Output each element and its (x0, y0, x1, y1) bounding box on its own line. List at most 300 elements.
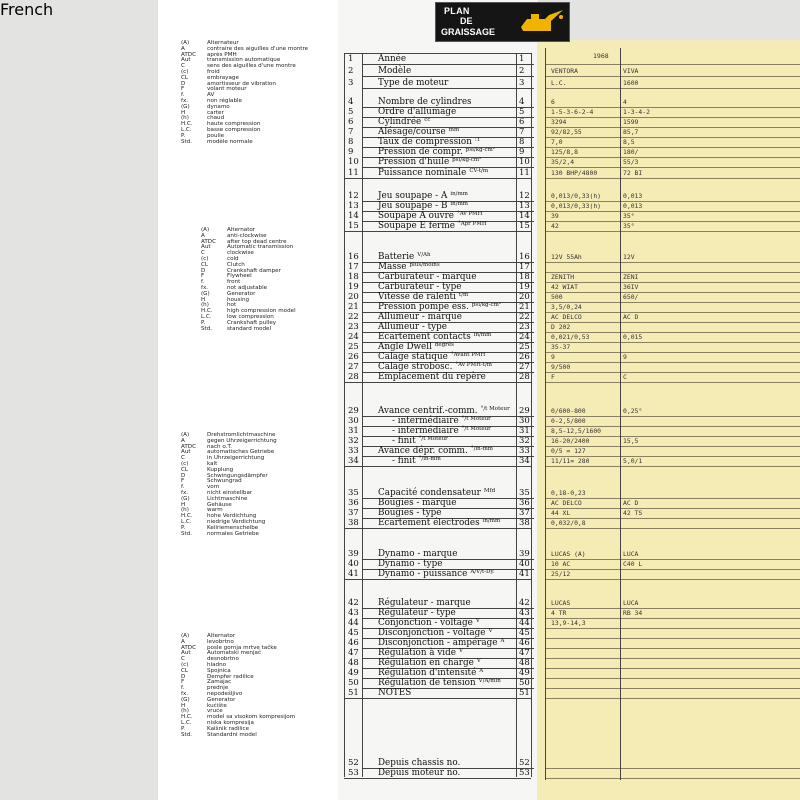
row-label (378, 322, 447, 332)
legend-code: (G) (201, 290, 210, 297)
row-number: 6 (348, 117, 354, 127)
legend-code: (c) (181, 460, 189, 467)
row-number: 13 (348, 201, 359, 211)
row-unit: in/mm (473, 332, 492, 338)
legend-description: volant moteur (207, 86, 247, 93)
row-number: 5 (348, 107, 354, 117)
row-label-text: - intermédiaire (392, 416, 459, 426)
row-unit: V/Ah (417, 252, 431, 258)
legend-code: P. (181, 725, 186, 732)
value-ventora: 10 AC (551, 560, 571, 568)
row-number-right: 11 (519, 168, 530, 178)
row-unit: mm (448, 127, 460, 133)
row-label (378, 282, 461, 292)
value-ventora: 0/600-800 (551, 407, 586, 415)
legend-code: L.C. (201, 313, 212, 320)
row-unit: °Av PMH (457, 211, 483, 217)
value-viva: 9 (623, 353, 627, 361)
row-number: 27 (348, 362, 359, 372)
row-number-right: 26 (519, 352, 530, 362)
legend-code: Std. (181, 731, 193, 738)
logo-line3: GRAISSAGE (441, 27, 496, 37)
value-viva: 35° (623, 222, 635, 230)
legend-code: P. (201, 319, 206, 326)
row-number-right: 51 (519, 688, 530, 698)
row-label (392, 416, 491, 426)
legend-code: f. (201, 279, 205, 286)
legend-description: non réglable (207, 97, 242, 104)
legend-description: standard model (227, 325, 272, 332)
value-ventora: 9 (551, 353, 555, 361)
row-label-text: Avance centrif.-comm. (378, 406, 478, 416)
row-unit: Mfd (483, 488, 496, 494)
value-ventora: 44 XL (551, 509, 571, 517)
row-label-text: Modèle (378, 66, 412, 76)
data-row-divider (545, 76, 800, 77)
legend-entry (201, 327, 296, 333)
legend-description: vruće (207, 708, 223, 715)
data-row-divider (545, 282, 800, 283)
value-ventora: LUCAS (551, 599, 571, 607)
row-number: 34 (348, 456, 359, 466)
data-row-divider (545, 778, 800, 779)
row-label (378, 688, 411, 698)
value-viva: 0,013 (623, 202, 643, 210)
value-ventora: 0,032/0,8 (551, 519, 586, 527)
row-number-right: 6 (519, 117, 525, 127)
row-number-right: 48 (519, 658, 530, 668)
value-viva: 8,5 (623, 138, 635, 146)
data-row-divider (545, 221, 800, 222)
row-label (378, 608, 456, 618)
legend-description: Lichtmaschine (207, 495, 248, 502)
row-unit: °/t Moteur (461, 426, 491, 432)
legend-code: C (181, 656, 185, 663)
row-label (378, 508, 442, 518)
row-number-right: 1 (519, 54, 525, 64)
row-label-text: Calage strobosc. (378, 362, 453, 372)
row-number-right: 14 (519, 211, 530, 221)
data-col-divider (620, 48, 621, 780)
value-viva: AC D (623, 499, 639, 507)
value-ventora: 9/500 (551, 363, 571, 371)
value-ventora: VENTORA (551, 67, 578, 75)
row-number-right: 2 (519, 66, 525, 76)
row-number-right: 16 (519, 252, 530, 262)
legend-description: contraire des aiguilles d'une montre (207, 45, 309, 52)
row-label (378, 648, 463, 658)
value-ventora: 39 (551, 212, 559, 220)
row-label-text: Jeu soupape - B (378, 201, 448, 211)
value-viva: 0,015 (623, 333, 643, 341)
row-number: 21 (348, 302, 359, 312)
row-label-text: Calage statique (378, 352, 448, 362)
row-label-text: Jeu soupape - A (378, 191, 448, 201)
legend-description: chaud (207, 115, 225, 122)
value-ventora: D 202 (551, 323, 571, 331)
row-number-right: 15 (519, 221, 530, 231)
row-number: 40 (348, 559, 359, 569)
legend-code: (A) (181, 633, 190, 639)
value-viva: 72 BI (623, 169, 643, 177)
value-viva: 1599 (623, 118, 639, 126)
legend-code: ATDC (201, 238, 217, 245)
row-number-right: 41 (519, 569, 530, 579)
table-left-border (344, 53, 345, 777)
legend-code: (h) (201, 302, 209, 309)
legend-description: in Uhrzeigerrichtung (207, 455, 265, 462)
value-viva: 1600 (623, 79, 639, 87)
legend-description: automatisches Getriebe (207, 449, 275, 456)
row-label-text: NOTES (378, 688, 412, 698)
data-row-divider (545, 569, 800, 570)
row-unit: °/in-mm (470, 446, 494, 452)
row-label (378, 488, 495, 498)
legend-code: CL (181, 466, 189, 473)
row-label-text: Disconjonction - ampérage (378, 638, 498, 648)
legend-description: gegen Uhrzeigerrichtung (207, 437, 277, 444)
row-label-text: Depuis chassis no. (378, 758, 461, 768)
row-label-text: Disconjonction - voltage (378, 628, 486, 638)
row-label (378, 147, 495, 157)
row-number: 22 (348, 312, 359, 322)
value-viva: C40 L (623, 560, 643, 568)
legend-description: basse compression (207, 126, 261, 133)
row-unit: °Av PMH-t/m (455, 362, 493, 368)
row-number-right: 36 (519, 498, 530, 508)
legend-description: front (227, 279, 241, 286)
row-number: 42 (348, 598, 359, 608)
row-label-text: Ordre d'allumage (378, 107, 457, 117)
row-unit: A (479, 668, 484, 674)
row-label-text: Carburateur - marque (378, 272, 477, 282)
legend-code: D (181, 673, 186, 680)
value-viva: 4 (623, 98, 627, 106)
row-divider (362, 456, 534, 457)
row-label-text: Allumeur - marque (378, 312, 462, 322)
legend-description: desnobrtno (207, 656, 239, 663)
row-label-text: - intermédiaire (392, 426, 459, 436)
value-viva: 35° (623, 212, 635, 220)
row-unit: V (476, 658, 481, 664)
legend-description: Flywheel (227, 273, 252, 280)
legend-description: froid (207, 68, 220, 75)
row-label-text: Année (378, 54, 407, 64)
row-number-right: 12 (519, 191, 530, 201)
row-label-text: Carburateur - type (378, 282, 462, 292)
row-label (378, 618, 480, 628)
legend-description: hladno (207, 661, 227, 668)
row-unit: in/mm (450, 191, 468, 197)
data-row-divider (545, 579, 800, 580)
legend-code: A (181, 437, 185, 444)
value-ventora: 6 (551, 98, 555, 106)
row-number-right: 30 (519, 416, 530, 426)
row-label-text: Régulation de tension (378, 678, 476, 688)
row-label (392, 456, 441, 466)
legend-description: housing (227, 296, 250, 303)
legend-description: not adjustable (227, 284, 268, 291)
legend-description: model sa visokom kompresijom (207, 714, 296, 721)
row-unit: °Apr PMH (457, 221, 487, 227)
legend-code: (c) (201, 255, 209, 262)
row-number: 10 (348, 157, 359, 167)
row-divider (362, 88, 534, 89)
row-label-text: Dynamo - marque (378, 549, 458, 559)
legend-code: (c) (181, 68, 189, 75)
legend-description: Kupplung (207, 466, 234, 473)
value-viva: 55/3 (623, 158, 639, 166)
row-number-right: 39 (519, 549, 530, 559)
legend-description: nepodešljivo (207, 690, 243, 697)
legend-code: D (201, 267, 206, 274)
row-number: 11 (348, 168, 359, 178)
legend-code: Aut (181, 650, 191, 657)
data-row-divider (545, 768, 800, 769)
row-label-text: Taux de compression (378, 137, 472, 147)
value-ventora: 35/2,4 (551, 158, 575, 166)
value-viva: 85,7 (623, 128, 639, 136)
row-unit: V (488, 628, 493, 634)
row-label (378, 638, 504, 648)
row-number: 4 (348, 97, 354, 107)
row-number-right: 20 (519, 292, 530, 302)
row-unit: A/V/t-Dy. (470, 569, 495, 575)
row-number: 43 (348, 608, 359, 618)
row-number-right: 8 (519, 137, 525, 147)
value-viva: LUCA (623, 599, 639, 607)
value-ventora: 3,5/0,24 (551, 303, 582, 311)
legend-code: Aut (181, 449, 191, 456)
row-number-right: 24 (519, 332, 530, 342)
row-label (378, 272, 476, 282)
row-number-right: 46 (519, 638, 530, 648)
legend-description: Generator (227, 290, 256, 297)
row-label (378, 127, 459, 137)
row-label (378, 559, 442, 569)
legend-croatian (181, 634, 295, 738)
row-label-text: Allumeur - type (378, 322, 447, 332)
value-viva: 180/ (623, 148, 639, 156)
row-number-right: 23 (519, 322, 530, 332)
value-ventora: 0-2,5/800 (551, 417, 586, 425)
row-number: 52 (348, 758, 359, 768)
row-label (378, 768, 460, 778)
legend-description: Schwingungsdämpfer (207, 472, 268, 479)
row-label (392, 426, 491, 436)
legend-description: Generator (207, 696, 236, 703)
row-number: 24 (348, 332, 359, 342)
row-unit: °/t Moteur (418, 436, 448, 442)
data-row-divider (545, 88, 800, 89)
row-label-text: Bougies - marque (378, 498, 457, 508)
row-label (378, 678, 501, 688)
row-label (378, 211, 482, 221)
legend-description: nach o.T. (207, 443, 233, 450)
legend-code: (A) (201, 227, 210, 233)
row-label-text: Bougies - type (378, 508, 442, 518)
row-label-text: Avance dépr. comm. (378, 446, 468, 456)
legend-code: A (181, 45, 185, 52)
value-ventora: 0/5 = 127 (551, 447, 586, 455)
value-ventora: 13,9-14,3 (551, 619, 586, 627)
legend-code: A (201, 232, 205, 239)
value-viva: AC D (623, 313, 639, 321)
row-unit: psi/kg-cm² (452, 157, 482, 163)
row-number-right: 19 (519, 282, 530, 292)
value-ventora: 500 (551, 293, 563, 301)
legend-code: H.C. (181, 513, 193, 520)
legend-description: carter (207, 109, 224, 116)
legend-code: CL (181, 667, 189, 674)
value-ventora: AC DELCO (551, 499, 582, 507)
row-number: 23 (348, 322, 359, 332)
data-row-divider (545, 528, 800, 529)
value-viva: LUCA (623, 550, 639, 558)
legend-code: ATDC (181, 644, 197, 651)
row-label-text: Dynamo - puissance (378, 569, 468, 579)
row-number: 2 (348, 66, 354, 76)
value-ventora: 11/11= 280 (551, 457, 590, 465)
row-label-text: Ecartement contacts (378, 332, 471, 342)
row-divider (344, 528, 531, 529)
row-number: 15 (348, 221, 359, 231)
data-row-divider (545, 157, 800, 158)
row-number: 39 (348, 549, 359, 559)
legend-description: Alternator (227, 227, 256, 233)
row-label (378, 549, 457, 559)
data-row-divider (545, 698, 800, 699)
row-number-right: 33 (519, 446, 530, 456)
legend-code: H.C. (181, 714, 193, 721)
legend-english (201, 228, 296, 332)
logo-line2: DE (460, 16, 473, 26)
legend-code: Std. (181, 530, 193, 537)
value-viva: 5,0/1 (623, 457, 643, 465)
row-label (378, 157, 481, 167)
legend-description: normales Getriebe (207, 530, 259, 537)
row-number-right: 49 (519, 668, 530, 678)
row-label-text: Régulateur - marque (378, 598, 471, 608)
row-label (378, 66, 411, 76)
row-number: 53 (348, 768, 359, 778)
row-number: 7 (348, 127, 354, 137)
row-number: 25 (348, 342, 359, 352)
legend-code: ATDC (181, 51, 197, 58)
row-label (378, 312, 462, 322)
row-label (378, 352, 485, 362)
legend-description: high compression model (227, 308, 296, 315)
legend-code: (A) (181, 40, 190, 46)
data-row-divider (545, 167, 800, 168)
row-divider (344, 466, 531, 467)
row-label-text: Alésage/course (378, 127, 446, 137)
row-label-text: Nombre de cylindres (378, 97, 472, 107)
row-label-text: Vitesse de ralenti (378, 292, 456, 302)
row-label (378, 658, 481, 668)
row-number-right: 13 (519, 201, 530, 211)
legend-code: (G) (181, 495, 190, 502)
row-label-text: Régulateur - type (378, 608, 456, 618)
row-number-right: 5 (519, 107, 525, 117)
legend-description: modèle normale (207, 138, 253, 145)
data-row-divider (545, 302, 800, 303)
legend-description: Clutch (227, 261, 245, 268)
legend-code: (h) (181, 115, 189, 122)
row-number-right: 45 (519, 628, 530, 638)
legend-description: Crankshaft damper (227, 267, 281, 274)
legend-code: F (201, 273, 205, 280)
year-header: 1968 (593, 52, 609, 60)
legend-code: (c) (181, 661, 189, 668)
row-number-right: 44 (519, 618, 530, 628)
row-number-right: 53 (519, 768, 530, 778)
row-label (378, 342, 454, 352)
row-label (378, 302, 501, 312)
row-number: 37 (348, 508, 359, 518)
legend-description: Alternator (207, 633, 236, 639)
row-label-text: Type de moteur (378, 78, 449, 88)
legend-entry (181, 140, 308, 146)
row-divider (362, 76, 534, 77)
row-label-text: Régulation en charge (378, 658, 474, 668)
value-ventora: 0,18-0,23 (551, 489, 586, 497)
row-number-right: 17 (519, 262, 530, 272)
legend-description: hot (227, 302, 237, 309)
row-number-right: 37 (519, 508, 530, 518)
legend-description: Spojnica (207, 667, 231, 674)
legend-code: Std. (201, 325, 213, 332)
row-number-right: 29 (519, 406, 530, 416)
legend-code: (G) (181, 103, 190, 110)
row-label (392, 436, 448, 446)
row-label-text: Soupape E ferme (378, 221, 455, 231)
value-ventora: 125/8,8 (551, 148, 578, 156)
value-ventora: 3294 (551, 118, 567, 126)
value-ventora: 92/82,55 (551, 128, 582, 136)
row-number: 30 (348, 416, 359, 426)
row-number-right: 34 (519, 456, 530, 466)
row-divider (344, 579, 531, 580)
value-viva: ZENI (623, 273, 639, 281)
data-row-divider (545, 137, 800, 138)
legend-description: dynamo (207, 103, 230, 110)
row-divider (344, 178, 531, 179)
legend-description: Keilriemenscheibe (207, 524, 259, 531)
legend-code: Aut (201, 244, 211, 251)
row-number-right: 3 (519, 78, 525, 88)
row-label-text: Depuis moteur no. (378, 768, 461, 778)
legend-description: Kaišnik radilice (207, 725, 250, 732)
row-divider (362, 64, 534, 65)
row-label (378, 372, 486, 382)
row-number-right: 7 (519, 127, 525, 137)
row-unit: V/A/min (478, 678, 501, 684)
row-unit: :1 (474, 137, 481, 143)
table-top-border (344, 53, 531, 54)
row-label (378, 406, 510, 416)
row-label (378, 97, 472, 107)
legend-description: vorn (207, 484, 220, 491)
row-label-text: Angle Dwell (378, 342, 432, 352)
data-row-divider (545, 211, 800, 212)
row-number: 45 (348, 628, 359, 638)
legend-description: Automatski menjač (207, 650, 262, 657)
row-number: 46 (348, 638, 359, 648)
value-ventora: 0,013/0,33(h) (551, 202, 602, 210)
row-unit: °/t Moteur (480, 406, 510, 412)
legend-description: Crankshaft pulley (227, 319, 277, 326)
